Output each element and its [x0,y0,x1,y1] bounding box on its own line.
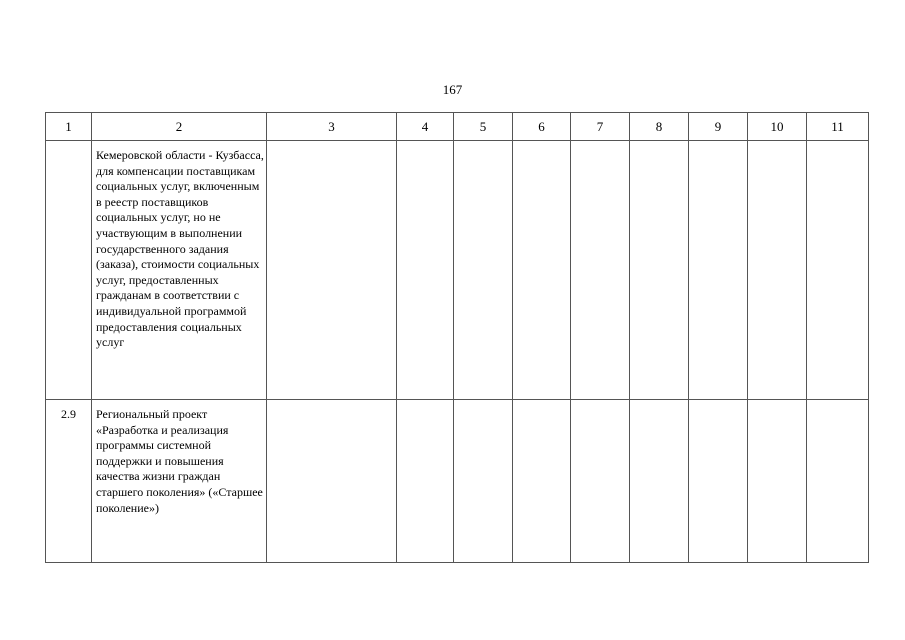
empty-cell [513,400,571,563]
row-number-cell: 2.9 [46,400,92,563]
empty-cell [630,141,689,400]
table-row [46,141,869,400]
empty-cell [748,141,807,400]
column-header: 2 [92,113,267,141]
empty-cell [748,400,807,563]
empty-cell [267,400,397,563]
column-header: 4 [397,113,454,141]
empty-cell [397,400,454,563]
empty-cell [807,141,869,400]
column-header: 9 [689,113,748,141]
column-header: 8 [630,113,689,141]
column-header: 11 [807,113,869,141]
column-header: 1 [46,113,92,141]
column-header: 5 [454,113,513,141]
empty-cell [571,141,630,400]
empty-cell [689,141,748,400]
table-header-row [46,113,869,141]
row-description-cell: Кемеровской области - Кузбасса, для компенсации поставщикам социальных услуг, включенным в реестр поставщиков социальных услуг, но не участвующим в выполнении государственного задания (заказа), стоимости социальных услуг, предоставленных гражданам в соответствии с индивидуальной программой предоставления социальных услуг [92,141,267,400]
empty-cell [571,400,630,563]
empty-cell [689,400,748,563]
empty-cell [267,141,397,400]
empty-cell [513,141,571,400]
column-header: 10 [748,113,807,141]
column-header: 7 [571,113,630,141]
table-row [46,400,869,563]
page-number: 167 [442,82,463,97]
empty-cell [397,141,454,400]
column-header: 3 [267,113,397,141]
empty-cell [454,141,513,400]
empty-cell [454,400,513,563]
row-number-cell [46,141,92,400]
data-table [45,112,869,563]
column-header: 6 [513,113,571,141]
row-description-cell: Региональный проект «Разработка и реализация программы системной поддержки и повышения качества жизни граждан старшего поколения» («Старшее поколение») [92,400,267,563]
empty-cell [630,400,689,563]
empty-cell [807,400,869,563]
